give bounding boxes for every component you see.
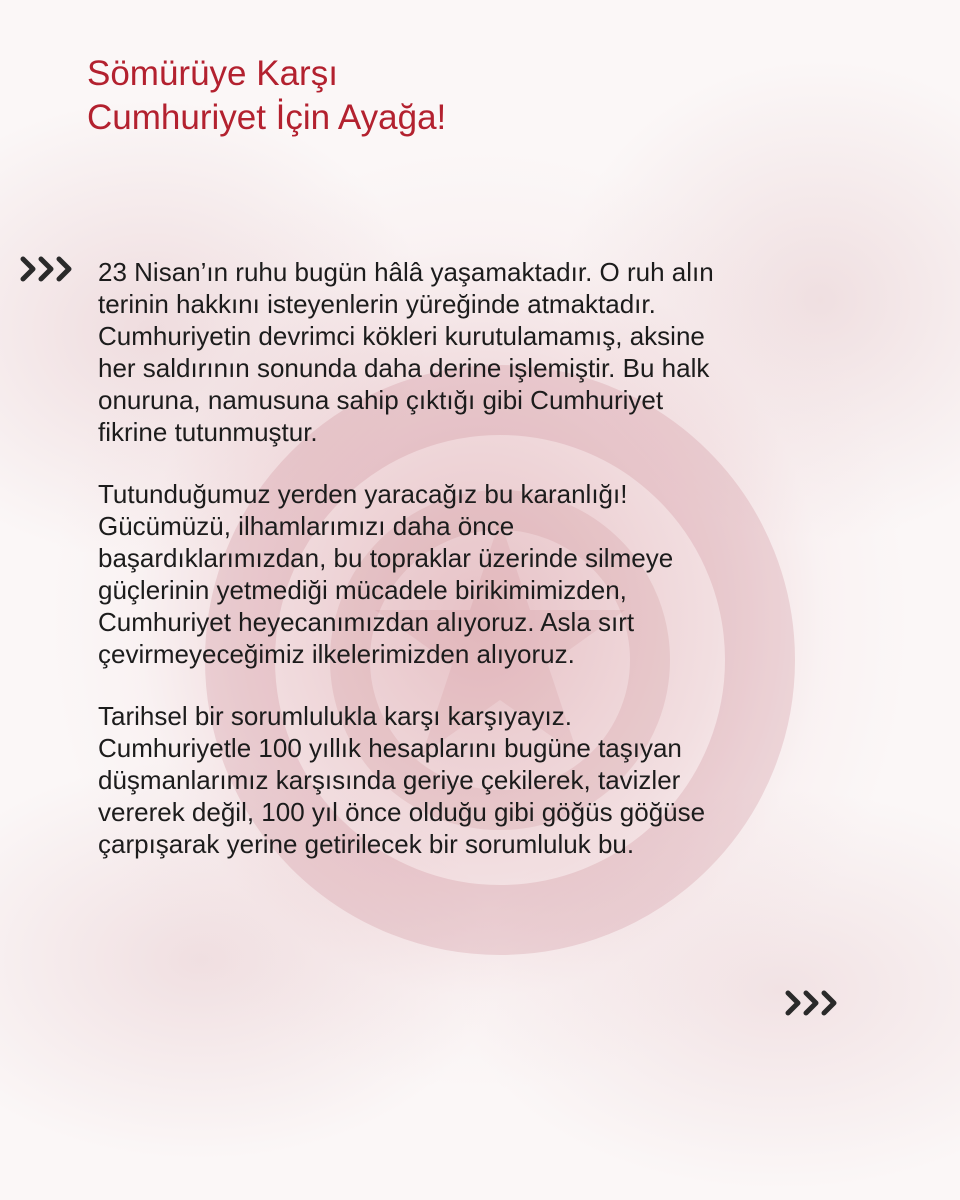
text-line: fikrine tutunmuştur. [98, 417, 318, 447]
text-line: her saldırının sonunda daha derine işlemiştir. Bu halk [98, 353, 710, 383]
paragraph-2 [98, 478, 918, 670]
paragraph-3 [98, 700, 918, 860]
text-line: Cumhuriyetle 100 yıllık hesaplarını bugüne taşıyan [98, 733, 682, 763]
triple-chevron-right-icon [20, 256, 76, 282]
text-line: Tarihsel bir sorumlulukla karşı karşıyayız. [98, 701, 572, 731]
text-line: vererek değil, 100 yıl önce olduğu gibi göğüs göğüse [98, 797, 706, 827]
text-line: onuruna, namusuna sahip çıktığı gibi Cumhuriyet [98, 385, 664, 415]
text-line: Tutunduğumuz yerden yaracağız bu karanlığı! [98, 479, 628, 509]
text-line: Cumhuriyet heyecanımızdan alıyoruz. Asla sırt [98, 607, 635, 637]
text-line: Gücümüzü, ilhamlarımızı daha önce [98, 511, 515, 541]
triple-chevron-right-icon [785, 990, 841, 1016]
title-line-2: Cumhuriyet İçin Ayağa! [87, 98, 447, 137]
text-line: düşmanlarımız karşısında geriye çekilerek, tavizler [98, 765, 681, 795]
text-line: çarpışarak yerine getirilecek bir sorumluluk bu. [98, 829, 635, 859]
body-text [98, 256, 918, 890]
text-line: 23 Nisan’ın ruhu bugün hâlâ yaşamaktadır. O ruh alın [98, 257, 714, 287]
text-line: güçlerinin yetmediği mücadele birikimimizden, [98, 575, 627, 605]
text-line: başardıklarımızdan, bu topraklar üzerinde silmeye [98, 543, 674, 573]
text-line: çevirmeyeceğimiz ilkelerimizden alıyoruz. [98, 639, 575, 669]
paragraph-1 [98, 256, 918, 448]
title-line-1: Sömürüye Karşı [87, 54, 338, 93]
page-title [87, 52, 446, 140]
text-line: Cumhuriyetin devrimci kökleri kurutulamamış, aksine [98, 321, 705, 351]
text-line: terinin hakkını isteyenlerin yüreğinde atmaktadır. [98, 289, 656, 319]
